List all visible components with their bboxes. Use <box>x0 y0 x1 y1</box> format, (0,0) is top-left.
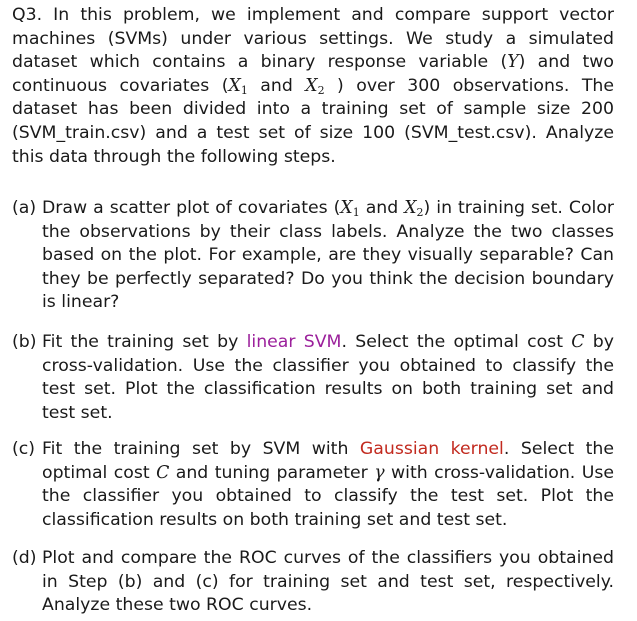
text-run: Fit the training set by SVM with <box>42 439 360 459</box>
part-d-text <box>42 547 614 618</box>
text-run: Plot and compare the ROC curves of the classifiers you obtained in Step (b) and (c) for training set and test set, respectively. Analyze these two ROC curves. <box>42 548 614 616</box>
math-symbol: C <box>571 332 585 352</box>
text-run: with cross-validation. Use the classifier you obtained to classify the test set. Plot the classification results on both training set and test set. <box>42 462 614 530</box>
part-a-label: (a) <box>12 198 37 218</box>
math-symbol: $X_1$ <box>340 198 360 219</box>
text-run: . Select the optimal cost <box>42 439 614 483</box>
math-symbol: $X_2$ <box>305 75 325 97</box>
text-run: . Select the optimal cost <box>341 332 572 352</box>
part-a-text <box>42 197 614 315</box>
text-run: Fit the training set by <box>42 332 247 352</box>
text-run: and tuning parameter <box>169 462 375 483</box>
text-run: and <box>247 75 306 96</box>
text-run: Q3. In this problem, we implement and compare support vector machines (SVMs) under various settings. We study a simulated dataset which contains a binary response variable ( <box>12 5 614 73</box>
text-run: ) in training set. Color the observations by their class labels. Analyze the two classes based on the plot. For example, are they visually separable? Can they be perfectly separated? Do you think the decision boundary is linear? <box>42 198 614 313</box>
text-run: by cross-validation. Use the classifier you obtained to classify the test set. Plot the classification results on both training set and test set. <box>42 332 614 423</box>
highlighted-term: linear SVM <box>246 332 342 352</box>
text-run: ) over 300 observations. The dataset has been divided into a training set of sample size 200 (SVM_train.csv) and a test set of size 100 (SVM_test.csv). Analyze this data through the following steps. <box>12 75 614 167</box>
text-run: ) and two continuous covariates ( <box>12 52 614 96</box>
text-run: and <box>359 198 405 218</box>
part-c-text <box>42 438 614 532</box>
math-symbol: Y <box>507 52 519 73</box>
part-d <box>12 547 614 618</box>
highlighted-term: Gaussian kernel <box>359 439 504 459</box>
text-run: Draw a scatter plot of covariates ( <box>42 198 341 218</box>
math-symbol: γ <box>374 462 385 483</box>
part-b <box>12 331 614 425</box>
part-a <box>12 197 614 315</box>
question-intro <box>12 4 614 169</box>
math-symbol: C <box>156 462 170 483</box>
part-c <box>12 438 614 532</box>
part-b-label: (b) <box>12 332 37 352</box>
part-c-label: (c) <box>12 439 35 459</box>
math-symbol: $X_1$ <box>228 75 248 97</box>
part-b-text <box>42 331 614 425</box>
math-symbol: $X_2$ <box>404 198 424 219</box>
part-d-label: (d) <box>12 548 37 568</box>
